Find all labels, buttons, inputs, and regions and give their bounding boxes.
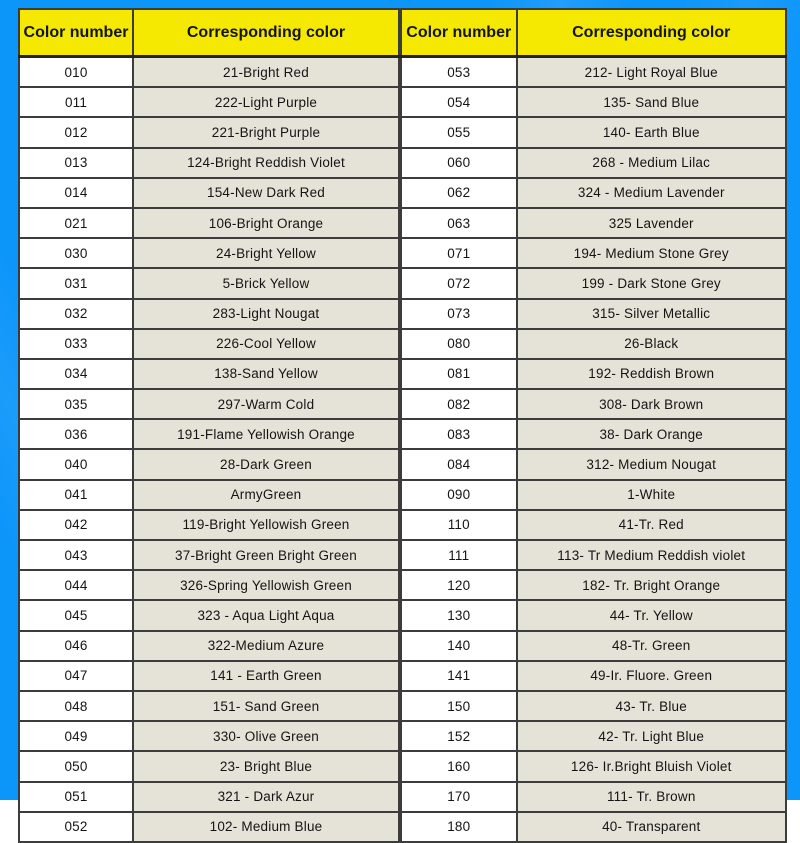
color-number-cell: 011 <box>19 87 133 117</box>
table-row <box>401 570 786 600</box>
corresponding-color-cell: 49-Ir. Fluore. Green <box>517 661 787 691</box>
color-number-cell: 034 <box>19 359 133 389</box>
corresponding-color-cell: 226-Cool Yellow <box>133 329 399 359</box>
corresponding-color-cell: 23- Bright Blue <box>133 751 399 781</box>
color-number-cell: 030 <box>19 238 133 268</box>
table-row <box>19 782 399 812</box>
table-row <box>19 208 399 238</box>
color-number-cell: 071 <box>401 238 517 268</box>
color-number-cell: 073 <box>401 299 517 329</box>
header-row <box>19 9 399 57</box>
corresponding-color-cell: 199 - Dark Stone Grey <box>517 268 787 298</box>
table-row <box>19 812 399 842</box>
column-header-corresponding-color: Corresponding color <box>133 9 399 57</box>
color-number-cell: 053 <box>401 57 517 88</box>
color-number-cell: 160 <box>401 751 517 781</box>
corresponding-color-cell: 326-Spring Yellowish Green <box>133 570 399 600</box>
corresponding-color-cell: 324 - Medium Lavender <box>517 178 787 208</box>
table-row <box>401 721 786 751</box>
color-tables-container <box>18 8 787 843</box>
color-number-cell: 010 <box>19 57 133 88</box>
corresponding-color-cell: 48-Tr. Green <box>517 631 787 661</box>
table-row <box>401 812 786 842</box>
table-row <box>19 661 399 691</box>
color-number-cell: 031 <box>19 268 133 298</box>
corresponding-color-cell: 119-Bright Yellowish Green <box>133 510 399 540</box>
color-number-cell: 060 <box>401 148 517 178</box>
corresponding-color-cell: 21-Bright Red <box>133 57 399 88</box>
color-number-cell: 052 <box>19 812 133 842</box>
table-row <box>401 268 786 298</box>
color-number-cell: 152 <box>401 721 517 751</box>
table-row <box>401 359 786 389</box>
column-header-color-number: Color number <box>19 9 133 57</box>
corresponding-color-cell: 325 Lavender <box>517 208 787 238</box>
column-header-color-number: Color number <box>401 9 517 57</box>
color-number-cell: 045 <box>19 600 133 630</box>
corresponding-color-cell: 194- Medium Stone Grey <box>517 238 787 268</box>
table-row <box>19 540 399 570</box>
corresponding-color-cell: 113- Tr Medium Reddish violet <box>517 540 787 570</box>
table-row <box>19 480 399 510</box>
corresponding-color-cell: 151- Sand Green <box>133 691 399 721</box>
color-number-cell: 150 <box>401 691 517 721</box>
corresponding-color-cell: 154-New Dark Red <box>133 178 399 208</box>
color-number-cell: 036 <box>19 419 133 449</box>
color-table-right <box>400 8 787 843</box>
color-number-cell: 141 <box>401 661 517 691</box>
color-number-cell: 063 <box>401 208 517 238</box>
color-number-cell: 050 <box>19 751 133 781</box>
color-number-cell: 032 <box>19 299 133 329</box>
corresponding-color-cell: 24-Bright Yellow <box>133 238 399 268</box>
corresponding-color-cell: 222-Light Purple <box>133 87 399 117</box>
table-row <box>19 268 399 298</box>
corresponding-color-cell: 330- Olive Green <box>133 721 399 751</box>
color-number-cell: 180 <box>401 812 517 842</box>
table-row <box>401 419 786 449</box>
table-row <box>401 631 786 661</box>
color-number-cell: 033 <box>19 329 133 359</box>
table-row <box>401 178 786 208</box>
color-number-cell: 130 <box>401 600 517 630</box>
corresponding-color-cell: 308- Dark Brown <box>517 389 787 419</box>
corresponding-color-cell: 221-Bright Purple <box>133 117 399 147</box>
color-number-cell: 110 <box>401 510 517 540</box>
corresponding-color-cell: 140- Earth Blue <box>517 117 787 147</box>
table-row <box>401 238 786 268</box>
column-header-corresponding-color: Corresponding color <box>517 9 787 57</box>
corresponding-color-cell: 141 - Earth Green <box>133 661 399 691</box>
color-number-cell: 048 <box>19 691 133 721</box>
corresponding-color-cell: 43- Tr. Blue <box>517 691 787 721</box>
table-row <box>401 148 786 178</box>
color-number-cell: 054 <box>401 87 517 117</box>
color-number-cell: 014 <box>19 178 133 208</box>
table-row <box>19 359 399 389</box>
table-row <box>401 782 786 812</box>
color-number-cell: 140 <box>401 631 517 661</box>
table-row <box>19 449 399 479</box>
table-row <box>401 540 786 570</box>
corresponding-color-cell: 44- Tr. Yellow <box>517 600 787 630</box>
table-row <box>401 661 786 691</box>
color-number-cell: 062 <box>401 178 517 208</box>
corresponding-color-cell: 111- Tr. Brown <box>517 782 787 812</box>
corresponding-color-cell: 38- Dark Orange <box>517 419 787 449</box>
corresponding-color-cell: 41-Tr. Red <box>517 510 787 540</box>
table-row <box>19 751 399 781</box>
table-row <box>19 570 399 600</box>
color-number-cell: 043 <box>19 540 133 570</box>
corresponding-color-cell: 26-Black <box>517 329 787 359</box>
corresponding-color-cell: 28-Dark Green <box>133 449 399 479</box>
color-number-cell: 083 <box>401 419 517 449</box>
corresponding-color-cell: 283-Light Nougat <box>133 299 399 329</box>
color-number-cell: 170 <box>401 782 517 812</box>
corresponding-color-cell: 192- Reddish Brown <box>517 359 787 389</box>
color-number-cell: 044 <box>19 570 133 600</box>
color-number-cell: 090 <box>401 480 517 510</box>
corresponding-color-cell: 321 - Dark Azur <box>133 782 399 812</box>
table-row <box>401 600 786 630</box>
table-row <box>19 148 399 178</box>
corresponding-color-cell: 40- Transparent <box>517 812 787 842</box>
color-number-cell: 049 <box>19 721 133 751</box>
color-number-cell: 012 <box>19 117 133 147</box>
table-row <box>19 389 399 419</box>
color-number-cell: 042 <box>19 510 133 540</box>
table-row <box>401 510 786 540</box>
table-row <box>19 57 399 88</box>
corresponding-color-cell: 268 - Medium Lilac <box>517 148 787 178</box>
table-row <box>19 87 399 117</box>
color-number-cell: 047 <box>19 661 133 691</box>
corresponding-color-cell: 182- Tr. Bright Orange <box>517 570 787 600</box>
corresponding-color-cell: 191-Flame Yellowish Orange <box>133 419 399 449</box>
table-row <box>401 389 786 419</box>
corresponding-color-cell: 297-Warm Cold <box>133 389 399 419</box>
table-row <box>19 117 399 147</box>
color-number-cell: 072 <box>401 268 517 298</box>
table-row <box>19 238 399 268</box>
color-table-left <box>18 8 400 843</box>
corresponding-color-cell: 124-Bright Reddish Violet <box>133 148 399 178</box>
table-row <box>401 691 786 721</box>
table-row <box>401 208 786 238</box>
table-row <box>401 117 786 147</box>
color-number-cell: 111 <box>401 540 517 570</box>
table-row <box>19 329 399 359</box>
color-number-cell: 081 <box>401 359 517 389</box>
table-row <box>19 721 399 751</box>
header-row <box>401 9 786 57</box>
table-row <box>401 57 786 88</box>
corresponding-color-cell: 106-Bright Orange <box>133 208 399 238</box>
corresponding-color-cell: 37-Bright Green Bright Green <box>133 540 399 570</box>
corresponding-color-cell: 135- Sand Blue <box>517 87 787 117</box>
corresponding-color-cell: 315- Silver Metallic <box>517 299 787 329</box>
table-row <box>19 600 399 630</box>
color-number-cell: 046 <box>19 631 133 661</box>
corresponding-color-cell: 1-White <box>517 480 787 510</box>
color-number-cell: 080 <box>401 329 517 359</box>
color-number-cell: 041 <box>19 480 133 510</box>
table-row <box>19 178 399 208</box>
table-row <box>19 691 399 721</box>
color-number-cell: 055 <box>401 117 517 147</box>
corresponding-color-cell: 312- Medium Nougat <box>517 449 787 479</box>
color-number-cell: 021 <box>19 208 133 238</box>
corresponding-color-cell: 322-Medium Azure <box>133 631 399 661</box>
table-row <box>401 299 786 329</box>
table-row <box>401 87 786 117</box>
corresponding-color-cell: 102- Medium Blue <box>133 812 399 842</box>
color-number-cell: 120 <box>401 570 517 600</box>
color-number-cell: 084 <box>401 449 517 479</box>
color-number-cell: 082 <box>401 389 517 419</box>
corresponding-color-cell: 5-Brick Yellow <box>133 268 399 298</box>
corresponding-color-cell: 126- Ir.Bright Bluish Violet <box>517 751 787 781</box>
corresponding-color-cell: ArmyGreen <box>133 480 399 510</box>
color-number-cell: 040 <box>19 449 133 479</box>
corresponding-color-cell: 323 - Aqua Light Aqua <box>133 600 399 630</box>
color-number-cell: 035 <box>19 389 133 419</box>
table-body-left <box>19 57 399 842</box>
table-row <box>19 631 399 661</box>
table-row <box>401 480 786 510</box>
table-row <box>19 299 399 329</box>
table-row <box>401 449 786 479</box>
table-row <box>401 751 786 781</box>
corresponding-color-cell: 138-Sand Yellow <box>133 359 399 389</box>
table-row <box>19 419 399 449</box>
table-row <box>401 329 786 359</box>
table-row <box>19 510 399 540</box>
color-number-cell: 013 <box>19 148 133 178</box>
table-body-right <box>401 57 786 842</box>
corresponding-color-cell: 212- Light Royal Blue <box>517 57 787 88</box>
color-number-cell: 051 <box>19 782 133 812</box>
corresponding-color-cell: 42- Tr. Light Blue <box>517 721 787 751</box>
